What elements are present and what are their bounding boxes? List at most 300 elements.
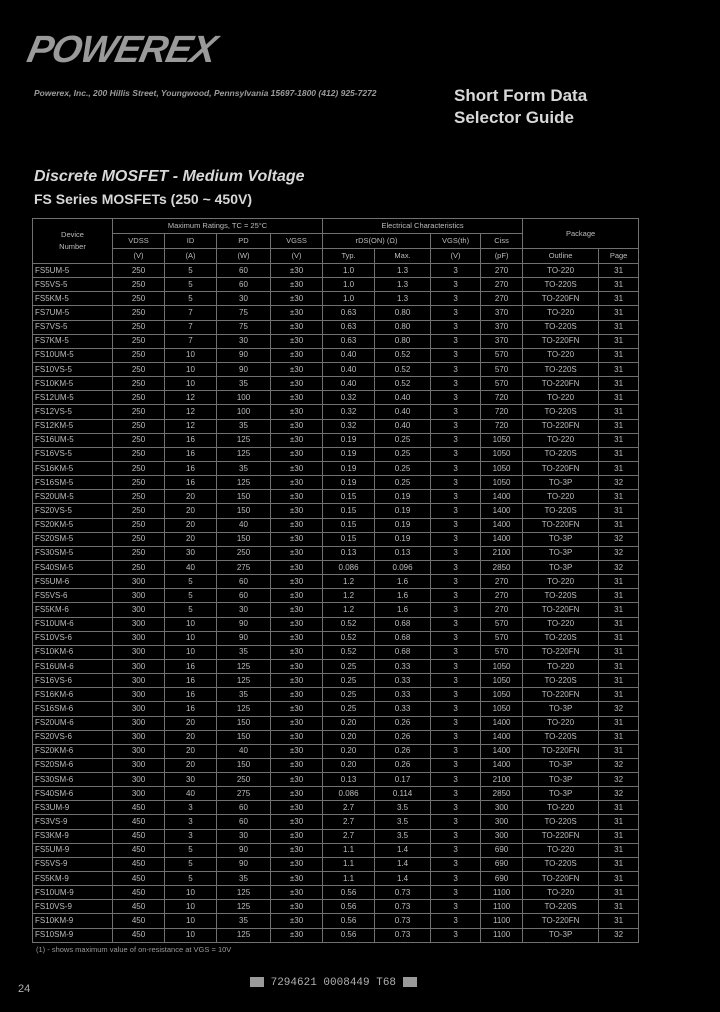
table-cell: ±30: [271, 603, 323, 617]
table-row: [33, 857, 639, 871]
table-row: [33, 575, 639, 589]
table-cell: 0.40: [323, 377, 375, 391]
table-cell: 270: [481, 292, 523, 306]
table-cell: 300: [113, 674, 165, 688]
table-cell: TO-220S: [523, 447, 599, 461]
table-cell: 31: [599, 320, 639, 334]
table-cell: 3: [431, 476, 481, 490]
table-cell: 12: [165, 405, 217, 419]
table-cell: 10: [165, 631, 217, 645]
table-cell: ±30: [271, 674, 323, 688]
table-cell: 450: [113, 872, 165, 886]
table-row: [33, 518, 639, 532]
table-cell: ±30: [271, 659, 323, 673]
table-row: [33, 645, 639, 659]
table-cell: FS40SM-5: [33, 560, 113, 574]
table-cell: ±30: [271, 348, 323, 362]
table-cell: FS20SM-6: [33, 758, 113, 772]
table-cell: 30: [165, 773, 217, 787]
table-cell: ±30: [271, 575, 323, 589]
table-cell: 3: [431, 843, 481, 857]
table-cell: FS7KM-5: [33, 334, 113, 348]
table-cell: 0.56: [323, 914, 375, 928]
table-cell: 60: [217, 264, 271, 278]
table-cell: FS5KM-5: [33, 292, 113, 306]
table-cell: 3: [431, 560, 481, 574]
table-cell: 250: [113, 433, 165, 447]
table-cell: 20: [165, 490, 217, 504]
table-cell: FS10KM-9: [33, 914, 113, 928]
table-cell: 10: [165, 886, 217, 900]
table-row: [33, 306, 639, 320]
table-cell: TO-220: [523, 433, 599, 447]
table-cell: 125: [217, 674, 271, 688]
table-row: [33, 843, 639, 857]
table-cell: 690: [481, 843, 523, 857]
table-cell: 150: [217, 758, 271, 772]
table-cell: 1.0: [323, 292, 375, 306]
table-cell: 10: [165, 900, 217, 914]
table-cell: FS5KM-9: [33, 872, 113, 886]
table-cell: 31: [599, 659, 639, 673]
table-cell: 5: [165, 264, 217, 278]
table-cell: 0.73: [375, 900, 431, 914]
table-cell: 370: [481, 334, 523, 348]
table-cell: FS3VS-9: [33, 815, 113, 829]
ciss-header: Ciss: [481, 234, 523, 249]
table-cell: 0.19: [323, 461, 375, 475]
table-cell: 0.15: [323, 504, 375, 518]
table-cell: 0.19: [323, 433, 375, 447]
table-cell: ±30: [271, 857, 323, 871]
table-row: [33, 603, 639, 617]
package-header: Package: [523, 219, 639, 249]
table-cell: ±30: [271, 362, 323, 376]
table-cell: 1100: [481, 928, 523, 942]
table-cell: 1.3: [375, 264, 431, 278]
table-cell: ±30: [271, 433, 323, 447]
table-cell: 250: [113, 476, 165, 490]
table-cell: 0.80: [375, 320, 431, 334]
table-cell: TO-220: [523, 490, 599, 504]
table-cell: FS16KM-6: [33, 688, 113, 702]
table-cell: 0.52: [375, 377, 431, 391]
table-cell: 0.33: [375, 688, 431, 702]
table-cell: 90: [217, 348, 271, 362]
table-cell: TO-3P: [523, 702, 599, 716]
table-cell: 3: [431, 900, 481, 914]
table-cell: 1.1: [323, 872, 375, 886]
table-cell: 31: [599, 631, 639, 645]
table-row: [33, 447, 639, 461]
table-cell: TO-220FN: [523, 518, 599, 532]
table-cell: 3: [431, 334, 481, 348]
table-cell: 3: [165, 815, 217, 829]
table-cell: 31: [599, 900, 639, 914]
table-row: [33, 773, 639, 787]
table-cell: 3: [165, 801, 217, 815]
table-cell: 3: [431, 617, 481, 631]
table-cell: ±30: [271, 886, 323, 900]
table-cell: ±30: [271, 730, 323, 744]
table-cell: 3: [431, 362, 481, 376]
table-cell: 40: [165, 787, 217, 801]
table-cell: TO-220S: [523, 405, 599, 419]
table-cell: 0.114: [375, 787, 431, 801]
table-cell: 1.2: [323, 589, 375, 603]
table-cell: ±30: [271, 787, 323, 801]
table-cell: 0.19: [375, 504, 431, 518]
table-cell: TO-220FN: [523, 419, 599, 433]
table-cell: 0.52: [323, 645, 375, 659]
table-cell: TO-3P: [523, 787, 599, 801]
guide-title-line1: Short Form Data: [454, 86, 588, 105]
table-cell: 3: [431, 645, 481, 659]
table-cell: TO-220FN: [523, 334, 599, 348]
table-cell: 5: [165, 843, 217, 857]
table-cell: 3: [431, 589, 481, 603]
table-cell: FS16SM-6: [33, 702, 113, 716]
table-cell: 7: [165, 334, 217, 348]
table-cell: 90: [217, 857, 271, 871]
table-row: [33, 815, 639, 829]
table-row: [33, 716, 639, 730]
table-cell: 0.19: [375, 490, 431, 504]
table-cell: 30: [217, 829, 271, 843]
table-cell: TO-220S: [523, 504, 599, 518]
table-cell: 10: [165, 348, 217, 362]
table-cell: 150: [217, 730, 271, 744]
vgss-header: VGSS: [271, 234, 323, 249]
table-cell: FS10VS-5: [33, 362, 113, 376]
table-cell: 3: [431, 518, 481, 532]
table-cell: 5: [165, 857, 217, 871]
table-cell: 300: [481, 815, 523, 829]
company-address: Powerex, Inc., 200 Hillis Street, Youngwood, Pennsylvania 15697-1800 (412) 925-7272: [34, 88, 377, 98]
table-cell: 3: [431, 857, 481, 871]
table-cell: 31: [599, 744, 639, 758]
table-cell: TO-220FN: [523, 461, 599, 475]
table-cell: 32: [599, 546, 639, 560]
table-cell: 31: [599, 306, 639, 320]
table-cell: 0.80: [375, 306, 431, 320]
table-cell: FS30SM-6: [33, 773, 113, 787]
table-cell: 30: [217, 292, 271, 306]
table-cell: 1400: [481, 758, 523, 772]
table-cell: 3: [431, 546, 481, 560]
table-cell: 2100: [481, 546, 523, 560]
table-cell: 250: [113, 447, 165, 461]
table-cell: 90: [217, 362, 271, 376]
table-cell: 0.086: [323, 787, 375, 801]
table-cell: 300: [481, 801, 523, 815]
table-cell: 300: [113, 659, 165, 673]
table-cell: 31: [599, 518, 639, 532]
table-row: [33, 320, 639, 334]
table-cell: TO-220: [523, 843, 599, 857]
table-cell: FS3KM-9: [33, 829, 113, 843]
table-cell: 2.7: [323, 801, 375, 815]
table-cell: 60: [217, 815, 271, 829]
table-cell: 31: [599, 362, 639, 376]
table-row: [33, 419, 639, 433]
table-cell: 570: [481, 348, 523, 362]
table-cell: ±30: [271, 518, 323, 532]
table-cell: ±30: [271, 843, 323, 857]
section-heading: Discrete MOSFET - Medium Voltage: [34, 168, 305, 185]
table-cell: 0.19: [375, 518, 431, 532]
table-cell: TO-220: [523, 659, 599, 673]
table-row: [33, 334, 639, 348]
table-cell: 10: [165, 377, 217, 391]
table-cell: TO-3P: [523, 546, 599, 560]
table-cell: 125: [217, 659, 271, 673]
table-cell: 0.63: [323, 320, 375, 334]
table-cell: 0.096: [375, 560, 431, 574]
table-cell: 0.13: [375, 546, 431, 560]
table-cell: 0.15: [323, 532, 375, 546]
table-cell: 250: [113, 264, 165, 278]
table-cell: ±30: [271, 928, 323, 942]
table-cell: 3: [431, 631, 481, 645]
table-row: [33, 631, 639, 645]
table-cell: FS20UM-5: [33, 490, 113, 504]
section-subheading: FS Series MOSFETs (250 ~ 450V): [34, 191, 253, 207]
table-cell: 31: [599, 377, 639, 391]
table-cell: 570: [481, 631, 523, 645]
table-cell: 300: [113, 589, 165, 603]
table-cell: 1100: [481, 886, 523, 900]
table-cell: 31: [599, 645, 639, 659]
table-cell: 1.6: [375, 603, 431, 617]
table-cell: 250: [113, 377, 165, 391]
table-cell: FS12KM-5: [33, 419, 113, 433]
table-cell: TO-3P: [523, 560, 599, 574]
table-cell: 1.0: [323, 278, 375, 292]
electrical-header: Electrical Characteristics: [323, 219, 523, 234]
table-cell: 0.73: [375, 886, 431, 900]
table-cell: 0.52: [323, 617, 375, 631]
table-cell: 12: [165, 391, 217, 405]
table-cell: 32: [599, 532, 639, 546]
table-cell: 31: [599, 391, 639, 405]
table-cell: 300: [113, 631, 165, 645]
table-cell: 31: [599, 886, 639, 900]
table-cell: FS10VS-9: [33, 900, 113, 914]
table-cell: ±30: [271, 589, 323, 603]
table-cell: 1050: [481, 447, 523, 461]
table-cell: 300: [113, 758, 165, 772]
table-cell: 3: [431, 603, 481, 617]
table-cell: 75: [217, 320, 271, 334]
table-cell: 370: [481, 320, 523, 334]
table-cell: 0.19: [323, 476, 375, 490]
id-unit: (A): [165, 249, 217, 264]
table-cell: 32: [599, 758, 639, 772]
device-header-line1: Device: [61, 230, 84, 239]
table-cell: TO-220: [523, 391, 599, 405]
table-cell: 0.13: [323, 546, 375, 560]
table-cell: TO-220: [523, 716, 599, 730]
table-cell: ±30: [271, 829, 323, 843]
table-cell: 270: [481, 589, 523, 603]
table-cell: 1400: [481, 532, 523, 546]
table-cell: 250: [113, 348, 165, 362]
guide-title-line2: Selector Guide: [454, 108, 574, 127]
table-cell: FS5KM-6: [33, 603, 113, 617]
table-cell: 100: [217, 391, 271, 405]
table-cell: 0.25: [323, 688, 375, 702]
table-cell: 125: [217, 433, 271, 447]
table-cell: 16: [165, 659, 217, 673]
table-cell: 0.26: [375, 716, 431, 730]
vgs-header: VGS(th): [431, 234, 481, 249]
table-cell: 250: [113, 518, 165, 532]
table-cell: 3: [431, 490, 481, 504]
table-cell: 300: [113, 702, 165, 716]
table-cell: 35: [217, 377, 271, 391]
table-cell: TO-220FN: [523, 377, 599, 391]
table-cell: ±30: [271, 419, 323, 433]
table-cell: 450: [113, 928, 165, 942]
table-cell: 275: [217, 560, 271, 574]
table-cell: 31: [599, 716, 639, 730]
table-cell: FS10KM-6: [33, 645, 113, 659]
table-cell: FS16VS-5: [33, 447, 113, 461]
table-cell: TO-3P: [523, 476, 599, 490]
table-cell: 250: [113, 504, 165, 518]
table-cell: 250: [113, 320, 165, 334]
table-cell: ±30: [271, 914, 323, 928]
table-cell: 0.33: [375, 674, 431, 688]
table-cell: 60: [217, 278, 271, 292]
table-cell: FS20VS-5: [33, 504, 113, 518]
table-cell: TO-220S: [523, 815, 599, 829]
table-row: [33, 801, 639, 815]
table-cell: ±30: [271, 546, 323, 560]
vdss-unit: (V): [113, 249, 165, 264]
table-cell: 60: [217, 589, 271, 603]
table-cell: 31: [599, 801, 639, 815]
table-cell: 0.32: [323, 405, 375, 419]
table-cell: 0.32: [323, 391, 375, 405]
table-cell: 0.40: [375, 391, 431, 405]
table-cell: 150: [217, 532, 271, 546]
table-cell: 3: [431, 461, 481, 475]
table-cell: ±30: [271, 391, 323, 405]
table-row: [33, 928, 639, 942]
mosfet-selector-table: [32, 218, 639, 943]
table-row: [33, 391, 639, 405]
table-cell: 0.56: [323, 928, 375, 942]
table-cell: ±30: [271, 490, 323, 504]
table-cell: 0.25: [375, 476, 431, 490]
table-cell: 0.73: [375, 928, 431, 942]
table-cell: ±30: [271, 631, 323, 645]
table-cell: 300: [481, 829, 523, 843]
rds-typ-unit: Typ.: [323, 249, 375, 264]
table-cell: ±30: [271, 702, 323, 716]
table-cell: ±30: [271, 476, 323, 490]
table-cell: TO-220FN: [523, 603, 599, 617]
table-cell: 100: [217, 405, 271, 419]
table-cell: 0.52: [323, 631, 375, 645]
device-header-line2: Number: [59, 242, 86, 251]
table-cell: 300: [113, 730, 165, 744]
table-cell: ±30: [271, 447, 323, 461]
table-cell: 250: [113, 560, 165, 574]
table-cell: 31: [599, 278, 639, 292]
table-cell: TO-220: [523, 801, 599, 815]
pd-unit: (W): [217, 249, 271, 264]
table-cell: 0.33: [375, 702, 431, 716]
table-row: [33, 744, 639, 758]
table-cell: 450: [113, 900, 165, 914]
table-cell: 0.56: [323, 886, 375, 900]
table-cell: 31: [599, 419, 639, 433]
table-cell: 31: [599, 447, 639, 461]
table-cell: 20: [165, 518, 217, 532]
rds-max-unit: Max.: [375, 249, 431, 264]
table-cell: 40: [165, 560, 217, 574]
table-cell: 1100: [481, 914, 523, 928]
table-cell: 300: [113, 787, 165, 801]
table-cell: 3: [431, 320, 481, 334]
table-cell: 570: [481, 617, 523, 631]
table-cell: 20: [165, 504, 217, 518]
table-cell: 0.68: [375, 631, 431, 645]
table-cell: 150: [217, 716, 271, 730]
table-cell: 1050: [481, 433, 523, 447]
table-cell: 3: [165, 829, 217, 843]
table-cell: 0.25: [375, 433, 431, 447]
table-cell: FS10UM-5: [33, 348, 113, 362]
table-cell: 1400: [481, 716, 523, 730]
table-cell: FS7UM-5: [33, 306, 113, 320]
table-row: [33, 433, 639, 447]
table-cell: 570: [481, 645, 523, 659]
vdss-header: VDSS: [113, 234, 165, 249]
table-cell: 1.1: [323, 843, 375, 857]
table-cell: 5: [165, 292, 217, 306]
table-cell: 30: [165, 546, 217, 560]
vgss-unit: (V): [271, 249, 323, 264]
table-cell: FS16SM-5: [33, 476, 113, 490]
table-cell: 7: [165, 320, 217, 334]
table-cell: 35: [217, 688, 271, 702]
table-cell: 35: [217, 914, 271, 928]
table-cell: 0.68: [375, 645, 431, 659]
table-cell: FS12UM-5: [33, 391, 113, 405]
table-cell: 31: [599, 433, 639, 447]
table-cell: 0.20: [323, 744, 375, 758]
table-cell: TO-220: [523, 575, 599, 589]
table-body: [33, 264, 639, 943]
table-cell: 31: [599, 603, 639, 617]
table-cell: 3.5: [375, 801, 431, 815]
table-cell: 31: [599, 575, 639, 589]
table-cell: 5: [165, 278, 217, 292]
table-cell: 150: [217, 504, 271, 518]
table-row: [33, 787, 639, 801]
table-cell: 31: [599, 504, 639, 518]
table-cell: 90: [217, 843, 271, 857]
table-cell: 125: [217, 476, 271, 490]
table-cell: 250: [113, 292, 165, 306]
table-cell: 2850: [481, 787, 523, 801]
table-cell: ±30: [271, 617, 323, 631]
barcode: [250, 977, 417, 989]
